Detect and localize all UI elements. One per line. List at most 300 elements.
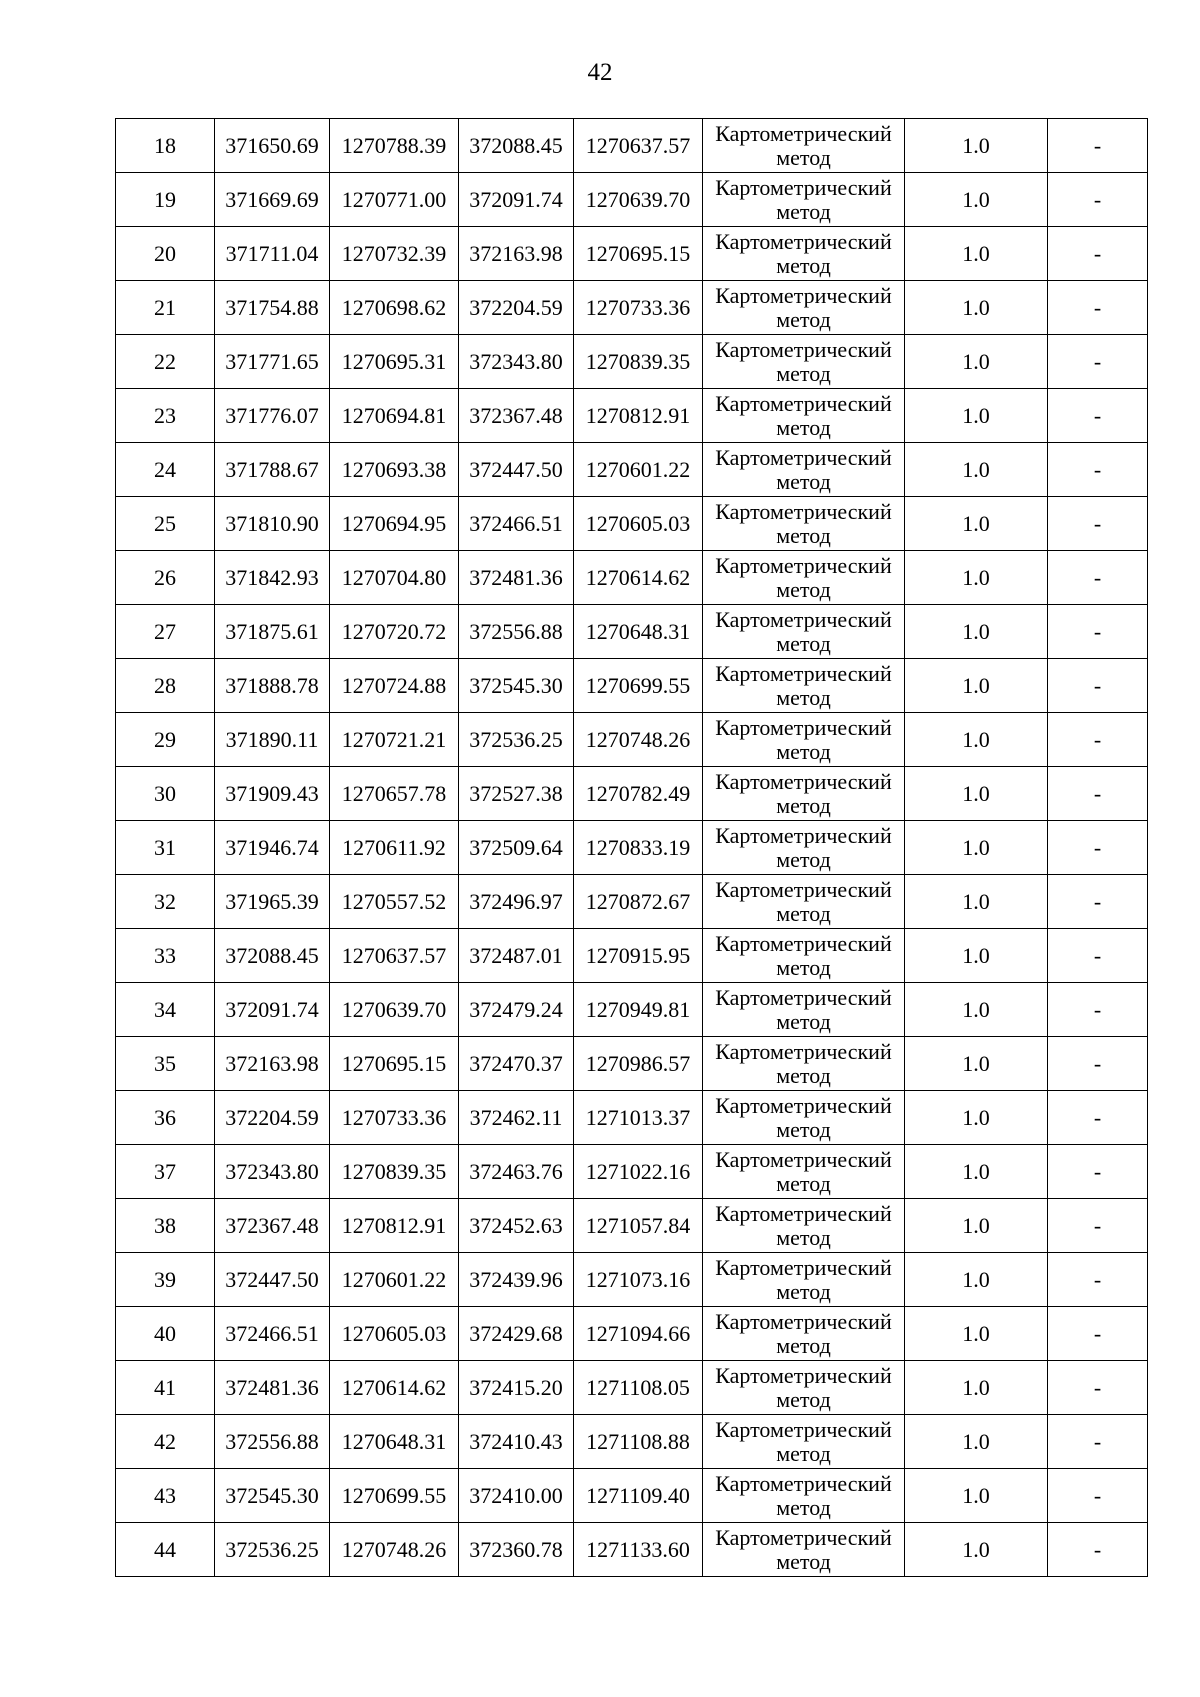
method-line-1: Картометрический <box>715 1470 892 1496</box>
y2-cell: 1270601.22 <box>574 443 703 497</box>
table-row <box>116 1307 1148 1361</box>
x1-cell: 372343.80 <box>215 1145 330 1199</box>
method-line-2: метод <box>776 1062 831 1088</box>
x2-cell: 372204.59 <box>459 281 574 335</box>
y2-cell: 1270986.57 <box>574 1037 703 1091</box>
point-number-cell: 37 <box>116 1145 215 1199</box>
method-line-1: Картометрический <box>715 444 892 470</box>
y1-cell: 1270704.80 <box>330 551 459 605</box>
x1-cell: 371875.61 <box>215 605 330 659</box>
method-line-2: метод <box>776 630 831 656</box>
x2-cell: 372343.80 <box>459 335 574 389</box>
y2-cell: 1270695.15 <box>574 227 703 281</box>
accuracy-cell: 1.0 <box>905 389 1048 443</box>
method-line-1: Картометрический <box>715 1092 892 1118</box>
y2-cell: 1270639.70 <box>574 173 703 227</box>
method-line-2: метод <box>776 198 831 224</box>
method-line-1: Картометрический <box>715 498 892 524</box>
x2-cell: 372509.64 <box>459 821 574 875</box>
method-line-2: метод <box>776 900 831 926</box>
method-cell <box>703 1361 905 1415</box>
note-cell: - <box>1048 821 1148 875</box>
x2-cell: 372360.78 <box>459 1523 574 1577</box>
method-line-2: метод <box>776 306 831 332</box>
accuracy-cell: 1.0 <box>905 1361 1048 1415</box>
method-line-1: Картометрический <box>715 336 892 362</box>
point-number-cell: 35 <box>116 1037 215 1091</box>
y2-cell: 1270748.26 <box>574 713 703 767</box>
x1-cell: 372367.48 <box>215 1199 330 1253</box>
y2-cell: 1271133.60 <box>574 1523 703 1577</box>
y1-cell: 1270771.00 <box>330 173 459 227</box>
method-line-2: метод <box>776 1494 831 1520</box>
table-row <box>116 1253 1148 1307</box>
y2-cell: 1270872.67 <box>574 875 703 929</box>
point-number-cell: 20 <box>116 227 215 281</box>
method-line-1: Картометрический <box>715 714 892 740</box>
y1-cell: 1270699.55 <box>330 1469 459 1523</box>
method-line-1: Картометрический <box>715 1146 892 1172</box>
y2-cell: 1270949.81 <box>574 983 703 1037</box>
y2-cell: 1270839.35 <box>574 335 703 389</box>
x2-cell: 372088.45 <box>459 119 574 173</box>
table-row <box>116 659 1148 713</box>
note-cell: - <box>1048 659 1148 713</box>
method-cell <box>703 173 905 227</box>
method-line-2: метод <box>776 468 831 494</box>
y1-cell: 1270601.22 <box>330 1253 459 1307</box>
note-cell: - <box>1048 497 1148 551</box>
method-cell <box>703 443 905 497</box>
note-cell: - <box>1048 605 1148 659</box>
accuracy-cell: 1.0 <box>905 605 1048 659</box>
x1-cell: 372556.88 <box>215 1415 330 1469</box>
method-line-2: метод <box>776 738 831 764</box>
method-line-1: Картометрический <box>715 984 892 1010</box>
point-number-cell: 21 <box>116 281 215 335</box>
point-number-cell: 32 <box>116 875 215 929</box>
x1-cell: 372447.50 <box>215 1253 330 1307</box>
x1-cell: 371909.43 <box>215 767 330 821</box>
x1-cell: 371946.74 <box>215 821 330 875</box>
x1-cell: 372204.59 <box>215 1091 330 1145</box>
x2-cell: 372091.74 <box>459 173 574 227</box>
note-cell: - <box>1048 767 1148 821</box>
method-line-2: метод <box>776 684 831 710</box>
method-cell <box>703 551 905 605</box>
table-row <box>116 443 1148 497</box>
x1-cell: 372545.30 <box>215 1469 330 1523</box>
point-number-cell: 31 <box>116 821 215 875</box>
accuracy-cell: 1.0 <box>905 1469 1048 1523</box>
method-cell <box>703 1469 905 1523</box>
y1-cell: 1270724.88 <box>330 659 459 713</box>
table-row <box>116 1469 1148 1523</box>
y1-cell: 1270611.92 <box>330 821 459 875</box>
y2-cell: 1270782.49 <box>574 767 703 821</box>
method-line-2: метод <box>776 1116 831 1142</box>
method-line-2: метод <box>776 522 831 548</box>
accuracy-cell: 1.0 <box>905 1037 1048 1091</box>
note-cell: - <box>1048 1469 1148 1523</box>
note-cell: - <box>1048 173 1148 227</box>
x2-cell: 372487.01 <box>459 929 574 983</box>
accuracy-cell: 1.0 <box>905 821 1048 875</box>
method-cell <box>703 875 905 929</box>
note-cell: - <box>1048 713 1148 767</box>
point-number-cell: 38 <box>116 1199 215 1253</box>
table-row <box>116 605 1148 659</box>
method-line-1: Картометрический <box>715 1254 892 1280</box>
method-line-2: метод <box>776 1386 831 1412</box>
x2-cell: 372429.68 <box>459 1307 574 1361</box>
y2-cell: 1271073.16 <box>574 1253 703 1307</box>
point-number-cell: 33 <box>116 929 215 983</box>
x1-cell: 371754.88 <box>215 281 330 335</box>
y1-cell: 1270733.36 <box>330 1091 459 1145</box>
point-number-cell: 39 <box>116 1253 215 1307</box>
note-cell: - <box>1048 443 1148 497</box>
method-line-2: метод <box>776 846 831 872</box>
note-cell: - <box>1048 1091 1148 1145</box>
x2-cell: 372470.37 <box>459 1037 574 1091</box>
y2-cell: 1271109.40 <box>574 1469 703 1523</box>
method-line-1: Картометрический <box>715 876 892 902</box>
accuracy-cell: 1.0 <box>905 551 1048 605</box>
y1-cell: 1270694.95 <box>330 497 459 551</box>
method-cell <box>703 389 905 443</box>
accuracy-cell: 1.0 <box>905 1091 1048 1145</box>
method-line-2: метод <box>776 1440 831 1466</box>
x1-cell: 371788.67 <box>215 443 330 497</box>
accuracy-cell: 1.0 <box>905 173 1048 227</box>
point-number-cell: 36 <box>116 1091 215 1145</box>
accuracy-cell: 1.0 <box>905 1523 1048 1577</box>
method-line-1: Картометрический <box>715 1362 892 1388</box>
x2-cell: 372163.98 <box>459 227 574 281</box>
table-row <box>116 281 1148 335</box>
table-row <box>116 227 1148 281</box>
method-line-2: метод <box>776 1224 831 1250</box>
note-cell: - <box>1048 875 1148 929</box>
point-number-cell: 34 <box>116 983 215 1037</box>
x1-cell: 371776.07 <box>215 389 330 443</box>
x2-cell: 372410.43 <box>459 1415 574 1469</box>
y1-cell: 1270557.52 <box>330 875 459 929</box>
note-cell: - <box>1048 1253 1148 1307</box>
note-cell: - <box>1048 1037 1148 1091</box>
method-cell <box>703 281 905 335</box>
method-line-1: Картометрический <box>715 660 892 686</box>
accuracy-cell: 1.0 <box>905 1145 1048 1199</box>
y2-cell: 1270733.36 <box>574 281 703 335</box>
note-cell: - <box>1048 119 1148 173</box>
method-line-2: метод <box>776 360 831 386</box>
y2-cell: 1270812.91 <box>574 389 703 443</box>
y2-cell: 1271057.84 <box>574 1199 703 1253</box>
method-line-1: Картометрический <box>715 1200 892 1226</box>
method-line-1: Картометрический <box>715 174 892 200</box>
x2-cell: 372462.11 <box>459 1091 574 1145</box>
accuracy-cell: 1.0 <box>905 929 1048 983</box>
point-number-cell: 23 <box>116 389 215 443</box>
x1-cell: 371650.69 <box>215 119 330 173</box>
method-cell <box>703 1037 905 1091</box>
table-row <box>116 497 1148 551</box>
point-number-cell: 27 <box>116 605 215 659</box>
method-cell <box>703 497 905 551</box>
method-cell <box>703 227 905 281</box>
y1-cell: 1270812.91 <box>330 1199 459 1253</box>
y1-cell: 1270695.15 <box>330 1037 459 1091</box>
x2-cell: 372536.25 <box>459 713 574 767</box>
x2-cell: 372463.76 <box>459 1145 574 1199</box>
method-line-2: метод <box>776 792 831 818</box>
method-line-2: метод <box>776 1332 831 1358</box>
note-cell: - <box>1048 551 1148 605</box>
x2-cell: 372479.24 <box>459 983 574 1037</box>
table-row <box>116 119 1148 173</box>
method-line-1: Картометрический <box>715 228 892 254</box>
note-cell: - <box>1048 1145 1148 1199</box>
x1-cell: 371965.39 <box>215 875 330 929</box>
note-cell: - <box>1048 281 1148 335</box>
note-cell: - <box>1048 1415 1148 1469</box>
y1-cell: 1270698.62 <box>330 281 459 335</box>
table-row <box>116 1145 1148 1199</box>
y2-cell: 1270699.55 <box>574 659 703 713</box>
method-cell <box>703 929 905 983</box>
table-row <box>116 821 1148 875</box>
method-cell <box>703 1415 905 1469</box>
note-cell: - <box>1048 227 1148 281</box>
y2-cell: 1271022.16 <box>574 1145 703 1199</box>
method-line-2: метод <box>776 1008 831 1034</box>
table-body <box>116 119 1148 1577</box>
x1-cell: 371890.11 <box>215 713 330 767</box>
method-line-2: метод <box>776 576 831 602</box>
method-cell <box>703 605 905 659</box>
accuracy-cell: 1.0 <box>905 983 1048 1037</box>
accuracy-cell: 1.0 <box>905 659 1048 713</box>
accuracy-cell: 1.0 <box>905 1307 1048 1361</box>
method-cell <box>703 1145 905 1199</box>
table-row <box>116 389 1148 443</box>
x2-cell: 372415.20 <box>459 1361 574 1415</box>
accuracy-cell: 1.0 <box>905 443 1048 497</box>
accuracy-cell: 1.0 <box>905 281 1048 335</box>
x2-cell: 372367.48 <box>459 389 574 443</box>
note-cell: - <box>1048 929 1148 983</box>
y2-cell: 1271094.66 <box>574 1307 703 1361</box>
accuracy-cell: 1.0 <box>905 119 1048 173</box>
y1-cell: 1270732.39 <box>330 227 459 281</box>
method-line-2: метод <box>776 954 831 980</box>
x2-cell: 372556.88 <box>459 605 574 659</box>
y2-cell: 1270605.03 <box>574 497 703 551</box>
method-line-1: Картометрический <box>715 1308 892 1334</box>
method-line-2: метод <box>776 1278 831 1304</box>
y1-cell: 1270720.72 <box>330 605 459 659</box>
y1-cell: 1270788.39 <box>330 119 459 173</box>
x1-cell: 372163.98 <box>215 1037 330 1091</box>
page-number: 42 <box>587 59 613 86</box>
method-cell <box>703 1091 905 1145</box>
y1-cell: 1270605.03 <box>330 1307 459 1361</box>
x1-cell: 371771.65 <box>215 335 330 389</box>
method-line-2: метод <box>776 414 831 440</box>
accuracy-cell: 1.0 <box>905 875 1048 929</box>
method-cell <box>703 767 905 821</box>
table-row <box>116 1415 1148 1469</box>
y2-cell: 1270637.57 <box>574 119 703 173</box>
method-line-1: Картометрический <box>715 768 892 794</box>
method-cell <box>703 1253 905 1307</box>
y2-cell: 1270614.62 <box>574 551 703 605</box>
point-number-cell: 26 <box>116 551 215 605</box>
accuracy-cell: 1.0 <box>905 335 1048 389</box>
table-row <box>116 983 1148 1037</box>
method-line-1: Картометрический <box>715 120 892 146</box>
method-cell <box>703 1199 905 1253</box>
x1-cell: 372481.36 <box>215 1361 330 1415</box>
note-cell: - <box>1048 983 1148 1037</box>
table-row <box>116 1091 1148 1145</box>
method-line-2: метод <box>776 252 831 278</box>
point-number-cell: 28 <box>116 659 215 713</box>
note-cell: - <box>1048 1307 1148 1361</box>
point-number-cell: 25 <box>116 497 215 551</box>
point-number-cell: 42 <box>116 1415 215 1469</box>
note-cell: - <box>1048 389 1148 443</box>
accuracy-cell: 1.0 <box>905 1415 1048 1469</box>
x1-cell: 372088.45 <box>215 929 330 983</box>
point-number-cell: 41 <box>116 1361 215 1415</box>
y1-cell: 1270614.62 <box>330 1361 459 1415</box>
note-cell: - <box>1048 1199 1148 1253</box>
coordinates-table <box>115 118 1148 1577</box>
note-cell: - <box>1048 1361 1148 1415</box>
y1-cell: 1270721.21 <box>330 713 459 767</box>
x1-cell: 372466.51 <box>215 1307 330 1361</box>
y1-cell: 1270748.26 <box>330 1523 459 1577</box>
x1-cell: 371888.78 <box>215 659 330 713</box>
y2-cell: 1271108.88 <box>574 1415 703 1469</box>
x2-cell: 372452.63 <box>459 1199 574 1253</box>
point-number-cell: 43 <box>116 1469 215 1523</box>
x2-cell: 372527.38 <box>459 767 574 821</box>
table-row <box>116 767 1148 821</box>
x1-cell: 371711.04 <box>215 227 330 281</box>
method-line-1: Картометрический <box>715 1038 892 1064</box>
method-line-2: метод <box>776 1170 831 1196</box>
accuracy-cell: 1.0 <box>905 497 1048 551</box>
point-number-cell: 19 <box>116 173 215 227</box>
y1-cell: 1270695.31 <box>330 335 459 389</box>
method-line-2: метод <box>776 1548 831 1574</box>
y2-cell: 1271108.05 <box>574 1361 703 1415</box>
x2-cell: 372496.97 <box>459 875 574 929</box>
table-row <box>116 1199 1148 1253</box>
method-cell <box>703 713 905 767</box>
method-line-1: Картометрический <box>715 822 892 848</box>
x1-cell: 372536.25 <box>215 1523 330 1577</box>
point-number-cell: 44 <box>116 1523 215 1577</box>
note-cell: - <box>1048 1523 1148 1577</box>
table-row <box>116 713 1148 767</box>
method-cell <box>703 119 905 173</box>
x2-cell: 372447.50 <box>459 443 574 497</box>
method-cell <box>703 335 905 389</box>
method-cell <box>703 821 905 875</box>
accuracy-cell: 1.0 <box>905 1199 1048 1253</box>
y2-cell: 1270648.31 <box>574 605 703 659</box>
x2-cell: 372439.96 <box>459 1253 574 1307</box>
y2-cell: 1270833.19 <box>574 821 703 875</box>
point-number-cell: 30 <box>116 767 215 821</box>
y2-cell: 1270915.95 <box>574 929 703 983</box>
y1-cell: 1270648.31 <box>330 1415 459 1469</box>
method-line-1: Картометрический <box>715 1524 892 1550</box>
method-line-1: Картометрический <box>715 1416 892 1442</box>
x2-cell: 372410.00 <box>459 1469 574 1523</box>
accuracy-cell: 1.0 <box>905 767 1048 821</box>
method-line-1: Картометрический <box>715 930 892 956</box>
y1-cell: 1270637.57 <box>330 929 459 983</box>
table-row <box>116 929 1148 983</box>
table-row <box>116 173 1148 227</box>
y2-cell: 1271013.37 <box>574 1091 703 1145</box>
table-row <box>116 1523 1148 1577</box>
x2-cell: 372481.36 <box>459 551 574 605</box>
x2-cell: 372466.51 <box>459 497 574 551</box>
point-number-cell: 40 <box>116 1307 215 1361</box>
y1-cell: 1270693.38 <box>330 443 459 497</box>
method-cell <box>703 983 905 1037</box>
y1-cell: 1270639.70 <box>330 983 459 1037</box>
method-line-2: метод <box>776 144 831 170</box>
point-number-cell: 24 <box>116 443 215 497</box>
method-line-1: Картометрический <box>715 606 892 632</box>
point-number-cell: 29 <box>116 713 215 767</box>
table-row <box>116 335 1148 389</box>
y1-cell: 1270839.35 <box>330 1145 459 1199</box>
method-line-1: Картометрический <box>715 390 892 416</box>
accuracy-cell: 1.0 <box>905 1253 1048 1307</box>
method-cell <box>703 1523 905 1577</box>
method-cell <box>703 1307 905 1361</box>
method-line-1: Картометрический <box>715 282 892 308</box>
method-cell <box>703 659 905 713</box>
x1-cell: 372091.74 <box>215 983 330 1037</box>
table-row <box>116 1361 1148 1415</box>
x2-cell: 372545.30 <box>459 659 574 713</box>
y1-cell: 1270694.81 <box>330 389 459 443</box>
table-row <box>116 551 1148 605</box>
point-number-cell: 18 <box>116 119 215 173</box>
x1-cell: 371810.90 <box>215 497 330 551</box>
accuracy-cell: 1.0 <box>905 713 1048 767</box>
table-row <box>116 875 1148 929</box>
method-line-1: Картометрический <box>715 552 892 578</box>
accuracy-cell: 1.0 <box>905 227 1048 281</box>
x1-cell: 371842.93 <box>215 551 330 605</box>
point-number-cell: 22 <box>116 335 215 389</box>
y1-cell: 1270657.78 <box>330 767 459 821</box>
table-row <box>116 1037 1148 1091</box>
note-cell: - <box>1048 335 1148 389</box>
x1-cell: 371669.69 <box>215 173 330 227</box>
